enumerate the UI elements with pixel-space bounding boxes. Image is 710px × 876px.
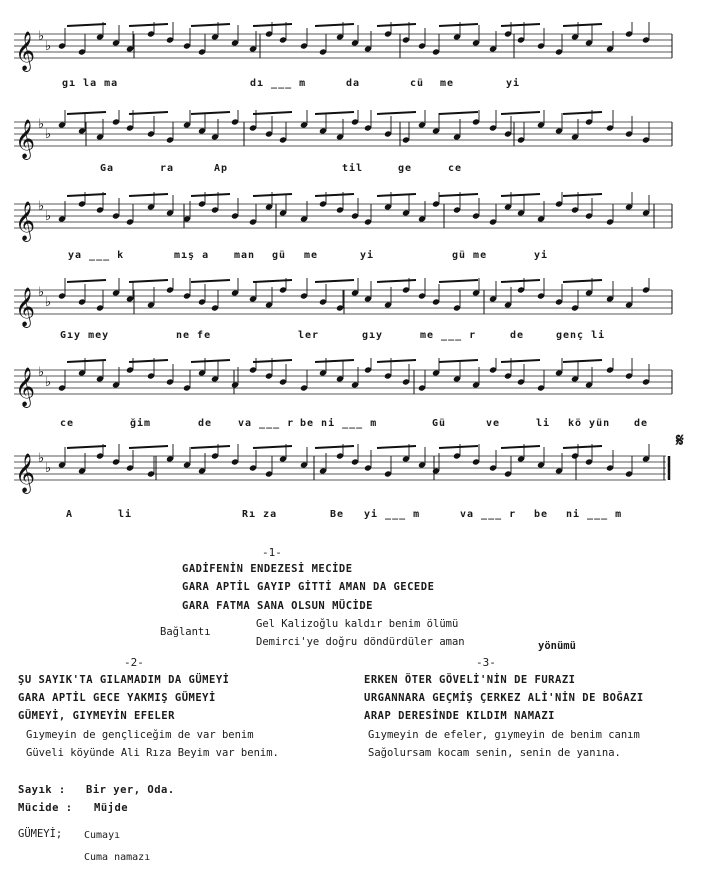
beam (439, 24, 478, 26)
beam (67, 24, 106, 26)
lyric-syllable: gü me (452, 250, 488, 261)
lyric-syllable: dı ___ m (250, 78, 307, 89)
beam (377, 24, 416, 26)
baglanti-line-1: Gel Kalizoğlu kaldır benim ölümü (256, 618, 459, 630)
lyric-syllable: A (66, 509, 74, 520)
beam (67, 360, 106, 362)
baglanti-label: Bağlantı (160, 626, 211, 638)
lyrics-line-1 (0, 78, 680, 92)
beam (377, 280, 416, 282)
lyric-syllable: kö yün (568, 418, 611, 429)
beam (439, 446, 478, 448)
flat-sign: ♭ (38, 451, 45, 466)
lyric-syllable: me ___ r (420, 330, 477, 341)
lyric-syllable: mış a (174, 250, 210, 261)
staff-svg-4 (14, 278, 676, 336)
beam (191, 360, 230, 362)
lyric-syllable: ce (60, 418, 75, 429)
lyric-syllable: be (534, 509, 549, 520)
lyric-syllable: ne fe (176, 330, 212, 341)
beam (501, 360, 540, 362)
beam (129, 280, 168, 282)
baglanti-line-2: Demirci'ye doğru döndürdüler aman (256, 636, 465, 648)
lyric-syllable: yi ___ m (364, 509, 421, 520)
lyric-syllable: ge (398, 163, 413, 174)
lyric-syllable: yi (506, 78, 521, 89)
beam (377, 360, 416, 362)
beam (129, 360, 168, 362)
beam (377, 112, 416, 114)
beam (129, 194, 168, 196)
verse-3-refrain-2: Sağolursam kocam senin, senin de yanına. (368, 747, 621, 759)
beam (129, 112, 168, 114)
lyric-syllable: me (304, 250, 319, 261)
verse-2-line-3: GÜMEYİ, GIYMEYİN EFELER (18, 710, 175, 722)
lyric-syllable: yi (360, 250, 375, 261)
flat-sign: ♭ (45, 461, 52, 476)
beam (67, 112, 106, 114)
staff-system-3 (14, 192, 676, 250)
beam (191, 24, 230, 26)
lyric-syllable: de (198, 418, 213, 429)
lyric-syllable: ler (298, 330, 320, 341)
flat-sign: ♭ (45, 375, 52, 390)
baglanti-tail: yönümü (538, 640, 576, 652)
lyric-syllable: Gıy mey (60, 330, 110, 341)
verse-3-line-3: ARAP DERESİNDE KILDIM NAMAZI (364, 710, 556, 722)
beam (563, 112, 602, 114)
beam (129, 446, 168, 448)
beam (315, 280, 354, 282)
lyric-syllable: cü (410, 78, 425, 89)
glossary-def-gumeyi: Cumayı (84, 830, 121, 841)
lyrics-line-4 (0, 330, 680, 344)
glossary-term-mucide: Mücide : (18, 802, 73, 814)
verse-3-line-2: URGANNARA GEÇMİŞ ÇERKEZ ALİ'NİN DE BOĞAZI (364, 692, 644, 704)
lyric-syllable: til (342, 163, 364, 174)
lyric-syllable: de (510, 330, 525, 341)
lyric-syllable: gı la ma (62, 78, 119, 89)
treble-clef: 𝄞 (15, 119, 36, 159)
lyric-syllable: Ap (214, 163, 229, 174)
verse-2-number: -2- (124, 656, 144, 669)
glossary-def-sayik: Bir yer, Oda. (86, 784, 175, 796)
staff-system-4 (14, 278, 676, 336)
verse-3-refrain-1: Gıymeyin de efeler, gıymeyin de benim canım (368, 729, 640, 741)
lyric-syllable: ra (160, 163, 175, 174)
verse-1-line-3: GARA FATMA SANA OLSUN MÜCİDE (182, 600, 374, 612)
flat-sign: ♭ (45, 39, 52, 54)
verse-2-refrain-1: Gıymeyin de gençliceğim de var benim (26, 729, 254, 741)
verse-1-line-2: GARA APTİL GAYIP GİTTİ AMAN DA GECEDE (182, 581, 435, 593)
beam (191, 112, 230, 114)
beam (563, 446, 602, 448)
lyric-syllable: li (536, 418, 551, 429)
staff-system-6 (14, 444, 676, 502)
lyric-syllable: ve (486, 418, 501, 429)
lyric-syllable: Be (330, 509, 345, 520)
lyrics-line-5 (0, 418, 680, 432)
verse-3-number: -3- (476, 656, 496, 669)
beam (253, 360, 292, 362)
verse-2-line-1: ŞU SAYIK'TA GILAMADIM DA GÜMEYİ (18, 674, 230, 686)
treble-clef: 𝄞 (15, 453, 36, 493)
beam (67, 280, 106, 282)
beam (501, 446, 540, 448)
staff-svg-6 (14, 444, 676, 502)
beam (191, 446, 230, 448)
verse-2-refrain-2: Güveli köyünde Ali Rıza Beyim var benim. (26, 747, 279, 759)
treble-clef: 𝄞 (15, 201, 36, 241)
flat-sign: ♭ (38, 285, 45, 300)
staff-svg-1 (14, 22, 676, 80)
staff-system-5 (14, 358, 676, 416)
flat-sign: ♭ (45, 295, 52, 310)
flat-sign: ♭ (45, 127, 52, 142)
glossary-term-sayik: Sayık : (18, 784, 66, 796)
beam (315, 24, 354, 26)
beam (501, 24, 540, 26)
lyric-syllable: Rı za (242, 509, 278, 520)
beam (129, 24, 168, 26)
lyric-syllable: ğim (130, 418, 152, 429)
beam (315, 194, 354, 196)
lyric-syllable: de (634, 418, 649, 429)
beam (315, 112, 354, 114)
flat-sign: ♭ (38, 29, 45, 44)
beam (315, 446, 354, 448)
beam (563, 24, 602, 26)
lyrics-line-3 (0, 250, 680, 264)
staff-svg-2 (14, 110, 676, 168)
beam (439, 280, 478, 282)
flat-sign: ♭ (38, 117, 45, 132)
lyric-syllable: be ni ___ m (300, 418, 378, 429)
beam (377, 446, 416, 448)
staff-svg-3 (14, 192, 676, 250)
verse-2-line-2: GARA APTİL GECE YAKMIŞ GÜMEYİ (18, 692, 216, 704)
lyric-syllable: da (346, 78, 361, 89)
segno-sign: 𝄋 (676, 430, 684, 451)
treble-clef: 𝄞 (15, 287, 36, 327)
beam (563, 280, 602, 282)
lyric-syllable: li (118, 509, 133, 520)
beam (67, 446, 106, 448)
flat-sign: ♭ (45, 209, 52, 224)
lyrics-line-6 (0, 509, 680, 523)
staff-system-2 (14, 110, 676, 168)
glossary-def-mucide: Müjde (94, 802, 129, 814)
lyric-syllable: Ga (100, 163, 115, 174)
lyric-syllable: Gü (432, 418, 447, 429)
beam (439, 194, 478, 196)
beam (191, 280, 230, 282)
beam (439, 112, 478, 114)
lyric-syllable: genç li (556, 330, 606, 341)
flat-sign: ♭ (38, 365, 45, 380)
beam (253, 112, 292, 114)
staff-svg-5 (14, 358, 676, 416)
beam (501, 280, 540, 282)
lyric-syllable: gıy (362, 330, 384, 341)
verse-1-line-1: GADİFENİN ENDEZESİ MECİDE (182, 563, 353, 575)
lyric-syllable: ni ___ m (566, 509, 623, 520)
beam (563, 360, 602, 362)
beam (563, 194, 602, 196)
lyric-syllable: ce (448, 163, 463, 174)
beam (67, 194, 106, 196)
staff-system-1 (14, 22, 676, 80)
lyric-syllable: yi (534, 250, 549, 261)
lyric-syllable: ya ___ k (68, 250, 125, 261)
treble-clef: 𝄞 (15, 367, 36, 407)
lyric-syllable: gü (272, 250, 287, 261)
lyrics-line-2 (0, 163, 680, 177)
beam (501, 112, 540, 114)
lyric-syllable: me (440, 78, 455, 89)
beam (315, 360, 354, 362)
glossary-term-gumeyi: GÜMEYİ; (18, 828, 63, 840)
beam (439, 360, 478, 362)
beam (501, 194, 540, 196)
treble-clef: 𝄞 (15, 31, 36, 71)
beam (377, 194, 416, 196)
beam (191, 194, 230, 196)
lyric-syllable: va ___ r (238, 418, 295, 429)
flat-sign: ♭ (38, 199, 45, 214)
glossary-extra-gumeyi: Cuma namazı (84, 852, 151, 863)
lyric-syllable: va ___ r (460, 509, 517, 520)
lyric-syllable: man (234, 250, 256, 261)
verse-3-line-1: ERKEN ÖTER GÖVELİ'NİN DE FURAZI (364, 674, 576, 686)
verse-1-number: -1- (262, 546, 282, 559)
